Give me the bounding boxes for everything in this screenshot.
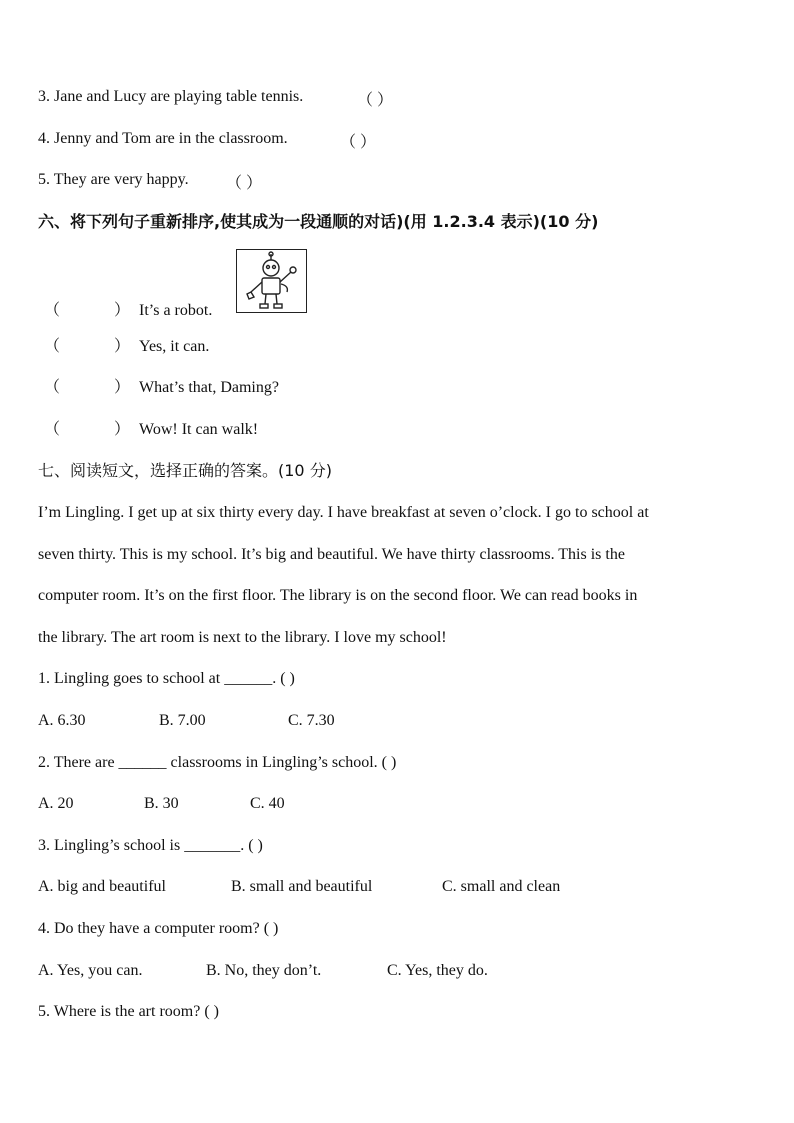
s6-row-3-close-paren: ） xyxy=(114,379,131,396)
s6-row-3-text: What’s that, Daming? xyxy=(139,379,279,396)
robot-icon xyxy=(237,250,306,312)
s6-row-1-open-paren[interactable]: （ xyxy=(44,302,61,319)
s6-row-2-open-paren[interactable]: （ xyxy=(44,338,61,355)
question-2: 2. There are ______ classrooms in Lingling’s school. ( ) xyxy=(38,754,397,771)
s5-item-3-answer-blank[interactable]: （ ） xyxy=(357,92,394,109)
robot-picture xyxy=(236,249,307,313)
question-3: 3. Lingling’s school is _______. ( ) xyxy=(38,837,263,854)
q1-option-a[interactable]: A. 6.30 xyxy=(38,712,86,729)
s5-item-4 xyxy=(38,129,288,149)
q4-option-a[interactable]: A. Yes, you can. xyxy=(38,962,143,979)
section-7-heading: 七、阅读短文，选择正确的答案。(10 分) xyxy=(38,461,332,480)
s5-item-3-text: 3. Jane and Lucy are playing table tennis. xyxy=(38,88,304,105)
s6-row-4-open-paren[interactable]: （ xyxy=(44,421,61,438)
q2-option-c[interactable]: C. 40 xyxy=(250,795,285,812)
q4-option-b[interactable]: B. No, they don’t. xyxy=(206,962,322,979)
s5-item-4-answer-blank[interactable]: （ ） xyxy=(340,134,377,151)
q3-option-c[interactable]: C. small and clean xyxy=(442,878,561,895)
s6-row-2-text: Yes, it can. xyxy=(139,338,210,355)
question-1: 1. Lingling goes to school at ______. ( ) xyxy=(38,670,295,687)
passage-line-4: the library. The art room is next to the library. I love my school! xyxy=(38,629,447,646)
q1-option-c[interactable]: C. 7.30 xyxy=(288,712,335,729)
q3-option-b[interactable]: B. small and beautiful xyxy=(231,878,373,895)
s6-row-3-open-paren[interactable]: （ xyxy=(44,379,61,396)
s5-item-4-text: 4. Jenny and Tom are in the classroom. xyxy=(38,130,288,147)
s5-item-3 xyxy=(38,87,303,107)
section-6-heading: 六、将下列句子重新排序,使其成为一段通顺的对话)(用 1.2.3.4 表示)(10 分) xyxy=(38,212,599,231)
s5-item-5-answer-blank[interactable]: （ ） xyxy=(226,175,263,192)
passage-line-3: computer room. It’s on the first floor. The library is on the second floor. We can read books in xyxy=(38,587,638,604)
s6-row-2-close-paren: ） xyxy=(114,338,131,355)
question-5: 5. Where is the art room? ( ) xyxy=(38,1003,219,1020)
q1-option-b[interactable]: B. 7.00 xyxy=(159,712,206,729)
q3-option-a[interactable]: A. big and beautiful xyxy=(38,878,166,895)
question-4: 4. Do they have a computer room? ( ) xyxy=(38,920,279,937)
passage-line-1: I’m Lingling. I get up at six thirty every day. I have breakfast at seven o’clock. I go to school at xyxy=(38,504,649,521)
s6-row-1-text: It’s a robot. xyxy=(139,302,213,319)
s5-item-5-text: 5. They are very happy. xyxy=(38,171,189,188)
passage-line-2: seven thirty. This is my school. It’s big and beautiful. We have thirty classrooms. This is the xyxy=(38,546,625,563)
q4-option-c[interactable]: C. Yes, they do. xyxy=(387,962,488,979)
s6-row-4-text: Wow! It can walk! xyxy=(139,421,259,438)
s5-item-5 xyxy=(38,170,189,190)
q2-option-a[interactable]: A. 20 xyxy=(38,795,74,812)
s6-row-1-close-paren: ） xyxy=(114,302,131,319)
q2-option-b[interactable]: B. 30 xyxy=(144,795,179,812)
s6-row-4-close-paren: ） xyxy=(114,421,131,438)
